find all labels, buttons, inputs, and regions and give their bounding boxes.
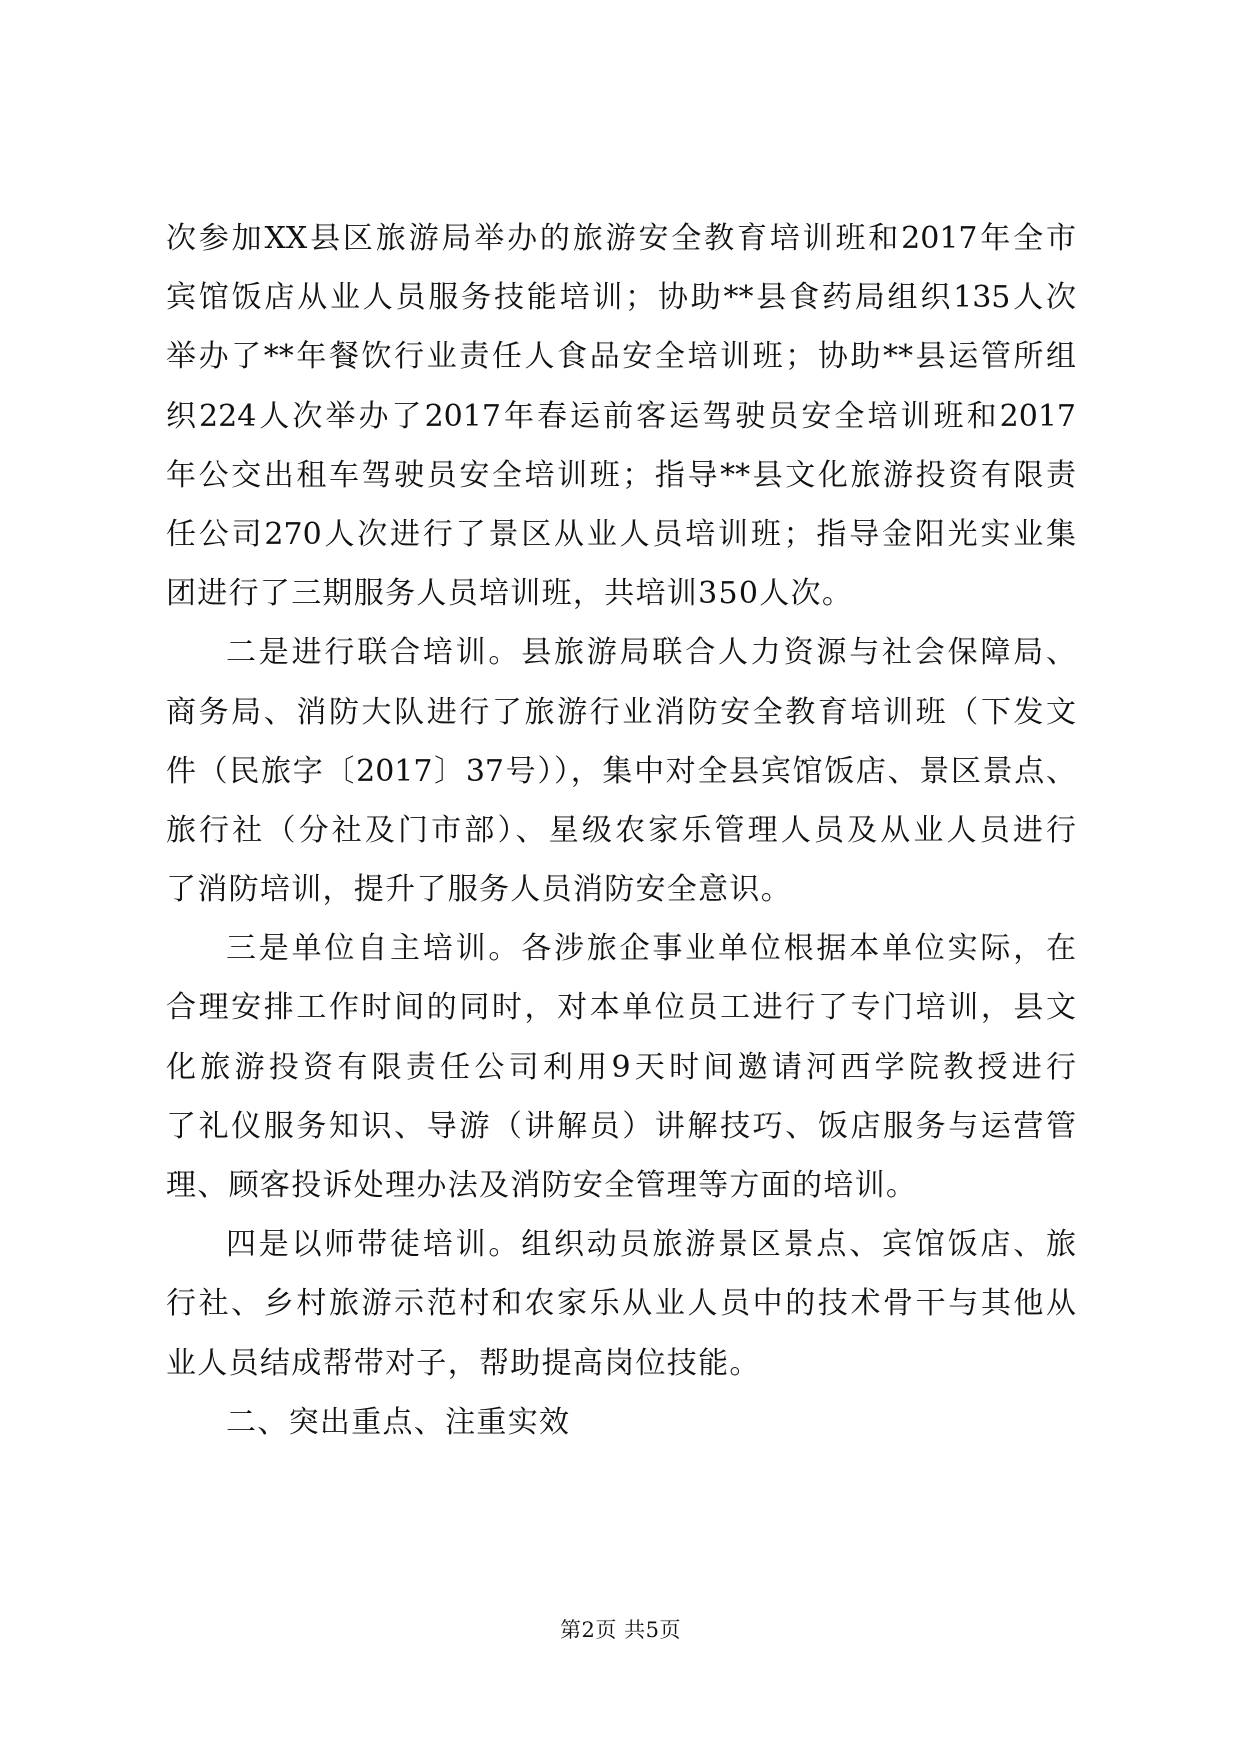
paragraph-3-line-1: 三是单位自主培训。各涉旅企事业单位根据本单位实际，在	[226, 931, 1076, 967]
paragraph-3-line-4: 了礼仪服务知识、导游（讲解员）讲解技巧、饭店服务与运营管	[166, 1108, 1076, 1144]
paragraph-1-line-7: 团进行了三期服务人员培训班，共培训350人次。	[166, 576, 854, 612]
paragraph-2-line-2: 商务局、消防大队进行了旅游行业消防安全教育培训班（下发文	[166, 694, 1076, 730]
paragraph-4-line-1: 四是以师带徒培训。组织动员旅游景区景点、宾馆饭店、旅	[226, 1227, 1076, 1263]
paragraph-4-line-3: 业人员结成帮带对子，帮助提高岗位技能。	[166, 1345, 761, 1381]
paragraph-1-line-2: 宾馆饭店从业人员服务技能培训；协助**县食药局组织135人次	[166, 280, 1076, 316]
paragraph-2-line-5: 了消防培训，提升了服务人员消防安全意识。	[166, 872, 792, 908]
paragraph-1-line-5: 年公交出租车驾驶员安全培训班；指导**县文化旅游投资有限责	[166, 457, 1076, 493]
paragraph-3-line-2: 合理安排工作时间的同时，对本单位员工进行了专门培训，县文	[166, 990, 1076, 1026]
paragraph-1-line-1: 次参加XX县区旅游局举办的旅游安全教育培训班和2017年全市	[166, 221, 1076, 256]
paragraph-1-line-4: 织224人次举办了2017年春运前客运驾驶员安全培训班和2017	[166, 398, 1076, 434]
document-body	[166, 209, 1076, 1452]
paragraph-4-line-2: 行社、乡村旅游示范村和农家乐从业人员中的技术骨干与其他从	[166, 1286, 1076, 1322]
paragraph-1-line-3: 举办了**年餐饮行业责任人食品安全培训班；协助**县运管所组	[166, 339, 1076, 375]
section-heading: 二、突出重点、注重实效	[226, 1404, 571, 1440]
paragraph-2-line-1: 二是进行联合培训。县旅游局联合人力资源与社会保障局、	[226, 635, 1076, 671]
page-number-footer: 第2页 共5页	[560, 1618, 681, 1642]
paragraph-2-line-3: 件（民旅字〔2017〕37号）），集中对全县宾馆饭店、景区景点、	[166, 753, 1076, 789]
paragraph-3-line-5: 理、顾客投诉处理办法及消防安全管理等方面的培训。	[166, 1168, 918, 1203]
paragraph-2-line-4: 旅行社（分社及门市部）、星级农家乐管理人员及从业人员进行	[166, 812, 1076, 848]
paragraph-1-line-6: 任公司270人次进行了景区从业人员培训班；指导金阳光实业集	[166, 516, 1076, 552]
paragraph-3-line-3: 化旅游投资有限责任公司利用9天时间邀请河西学院教授进行	[166, 1049, 1076, 1085]
